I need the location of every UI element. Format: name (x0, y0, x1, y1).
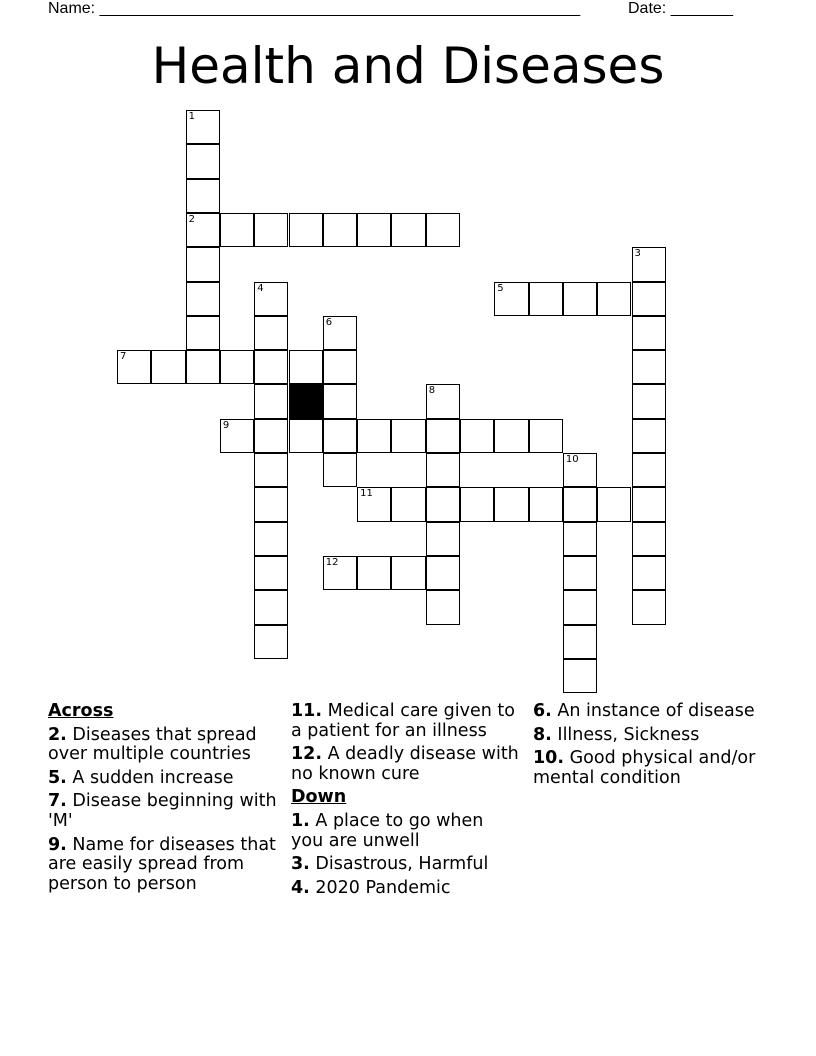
grid-cell[interactable] (186, 213, 220, 247)
grid-cell[interactable] (563, 625, 597, 659)
grid-cell[interactable] (254, 625, 288, 659)
grid-cell[interactable] (632, 487, 666, 521)
grid-cell[interactable] (632, 384, 666, 418)
clue-down-10: 10. Good physical and/or mental condition (533, 748, 756, 788)
clue-number: 5 (497, 282, 504, 294)
clue-across-7: 7. Disease beginning with 'M' (48, 791, 277, 831)
grid-cell[interactable] (426, 487, 460, 521)
clue-down-3: 3. Disastrous, Harmful (291, 854, 489, 875)
grid-cell[interactable] (563, 659, 597, 693)
grid-cell[interactable] (323, 384, 357, 418)
grid-cell[interactable] (426, 213, 460, 247)
clue-number: 1 (188, 111, 195, 122)
grid-cell[interactable] (186, 110, 220, 144)
grid-cell[interactable] (254, 282, 288, 316)
grid-cell[interactable] (254, 384, 288, 418)
grid-cell[interactable] (529, 419, 563, 453)
grid-cell[interactable] (117, 350, 151, 384)
grid-cell[interactable] (391, 419, 425, 453)
grid-cell[interactable] (494, 419, 528, 453)
clue-number: 3 (634, 248, 641, 260)
grid-cell[interactable] (254, 487, 288, 521)
clue-number: 10 (565, 454, 579, 465)
clue-number: 4 (257, 282, 264, 294)
clue-column-2 (291, 702, 521, 902)
clue-number: 12 (325, 556, 339, 568)
clue-down-1: 1. A place to go when you are unwell (291, 810, 484, 851)
down-heading: Down (291, 787, 347, 808)
grid-cell[interactable] (186, 247, 220, 281)
clue-number: 9 (222, 419, 230, 431)
grid-cell[interactable] (323, 453, 357, 487)
grid-cell[interactable] (254, 316, 288, 350)
grid-cell[interactable] (597, 487, 631, 521)
clue-column-3 (533, 702, 763, 792)
grid-cell[interactable] (494, 487, 528, 521)
grid-cell[interactable] (391, 487, 425, 521)
grid-cell[interactable] (426, 384, 460, 418)
grid-cell[interactable] (529, 282, 563, 316)
clue-down-8: 8. Illness, Sickness (533, 724, 700, 745)
grid-cell[interactable] (323, 556, 357, 590)
grid-cell[interactable] (426, 556, 460, 590)
clue-number: 6 (325, 316, 333, 328)
grid-cell[interactable] (632, 350, 666, 384)
grid-cell[interactable] (529, 487, 563, 521)
clue-number: 7 (120, 351, 127, 363)
grid-cell[interactable] (563, 590, 597, 624)
grid-cell[interactable] (254, 350, 288, 384)
name-field: Name: ______________________________________________________ (48, 0, 581, 17)
grid-cell[interactable] (563, 282, 597, 316)
grid-cell[interactable] (323, 213, 357, 247)
grid-cell[interactable] (632, 556, 666, 590)
grid-cell[interactable] (563, 522, 597, 556)
clue-number: 11 (360, 488, 373, 500)
grid-cell[interactable] (632, 316, 666, 350)
grid-cell[interactable] (186, 282, 220, 316)
grid-cell[interactable] (632, 282, 666, 316)
clue-across-12: 12. A deadly disease with no known cure (291, 744, 519, 784)
across-heading: Across (48, 701, 114, 721)
grid-cell[interactable] (186, 316, 220, 350)
grid-cell[interactable] (323, 350, 357, 384)
grid-cell[interactable] (460, 419, 494, 453)
grid-cell[interactable] (494, 282, 528, 316)
clue-across-9: 9. Name for diseases that are easily spread from person to person (48, 834, 276, 894)
clue-number: 8 (428, 385, 436, 397)
grid-cell[interactable] (426, 590, 460, 624)
grid-cell[interactable] (254, 213, 288, 247)
grid-cell[interactable] (563, 453, 597, 487)
grid-cell[interactable] (632, 419, 666, 453)
grid-cell[interactable] (151, 350, 185, 384)
grid-cell[interactable] (323, 419, 357, 453)
grid-cell[interactable] (563, 487, 597, 521)
grid-cell[interactable] (254, 419, 288, 453)
grid-cell[interactable] (632, 453, 666, 487)
grid-cell[interactable] (460, 487, 494, 521)
black-cell (289, 384, 323, 418)
grid-cell[interactable] (632, 522, 666, 556)
grid-cell[interactable] (289, 419, 323, 453)
clue-column-1 (48, 702, 278, 898)
clue-down-4: 4. 2020 Pandemic (291, 877, 451, 898)
grid-cell[interactable] (426, 522, 460, 556)
grid-cell[interactable] (254, 590, 288, 624)
grid-cell[interactable] (289, 350, 323, 384)
grid-cell[interactable] (597, 282, 631, 316)
grid-cell[interactable] (357, 419, 391, 453)
clue-across-2: 2. Diseases that spread over multiple countries (48, 724, 257, 765)
grid-cell[interactable] (632, 247, 666, 281)
grid-cell[interactable] (254, 556, 288, 590)
grid-cell[interactable] (357, 487, 391, 521)
grid-cell[interactable] (563, 556, 597, 590)
grid-cell[interactable] (323, 316, 357, 350)
grid-cell[interactable] (391, 556, 425, 590)
grid-cell[interactable] (426, 453, 460, 487)
clue-down-6: 6. An instance of disease (533, 701, 755, 721)
grid-cell[interactable] (254, 453, 288, 487)
grid-cell[interactable] (632, 590, 666, 624)
grid-cell[interactable] (254, 522, 288, 556)
grid-cell[interactable] (186, 179, 220, 213)
grid-cell[interactable] (220, 213, 254, 247)
grid-cell[interactable] (220, 350, 254, 384)
date-field: Date: _______ (628, 0, 733, 17)
grid-cell[interactable] (357, 213, 391, 247)
grid-cell[interactable] (289, 213, 323, 247)
grid-cell[interactable] (220, 419, 254, 453)
grid-cell[interactable] (426, 419, 460, 453)
page-title: Health and Diseases (151, 37, 665, 95)
clue-across-11: 11. Medical care given to a patient for an illness (291, 701, 516, 741)
clue-across-5: 5. A sudden increase (48, 767, 234, 788)
grid-cell[interactable] (357, 556, 391, 590)
grid-cell[interactable] (186, 144, 220, 178)
grid-cell[interactable] (186, 350, 220, 384)
clue-number: 2 (188, 213, 195, 225)
grid-cell[interactable] (391, 213, 425, 247)
